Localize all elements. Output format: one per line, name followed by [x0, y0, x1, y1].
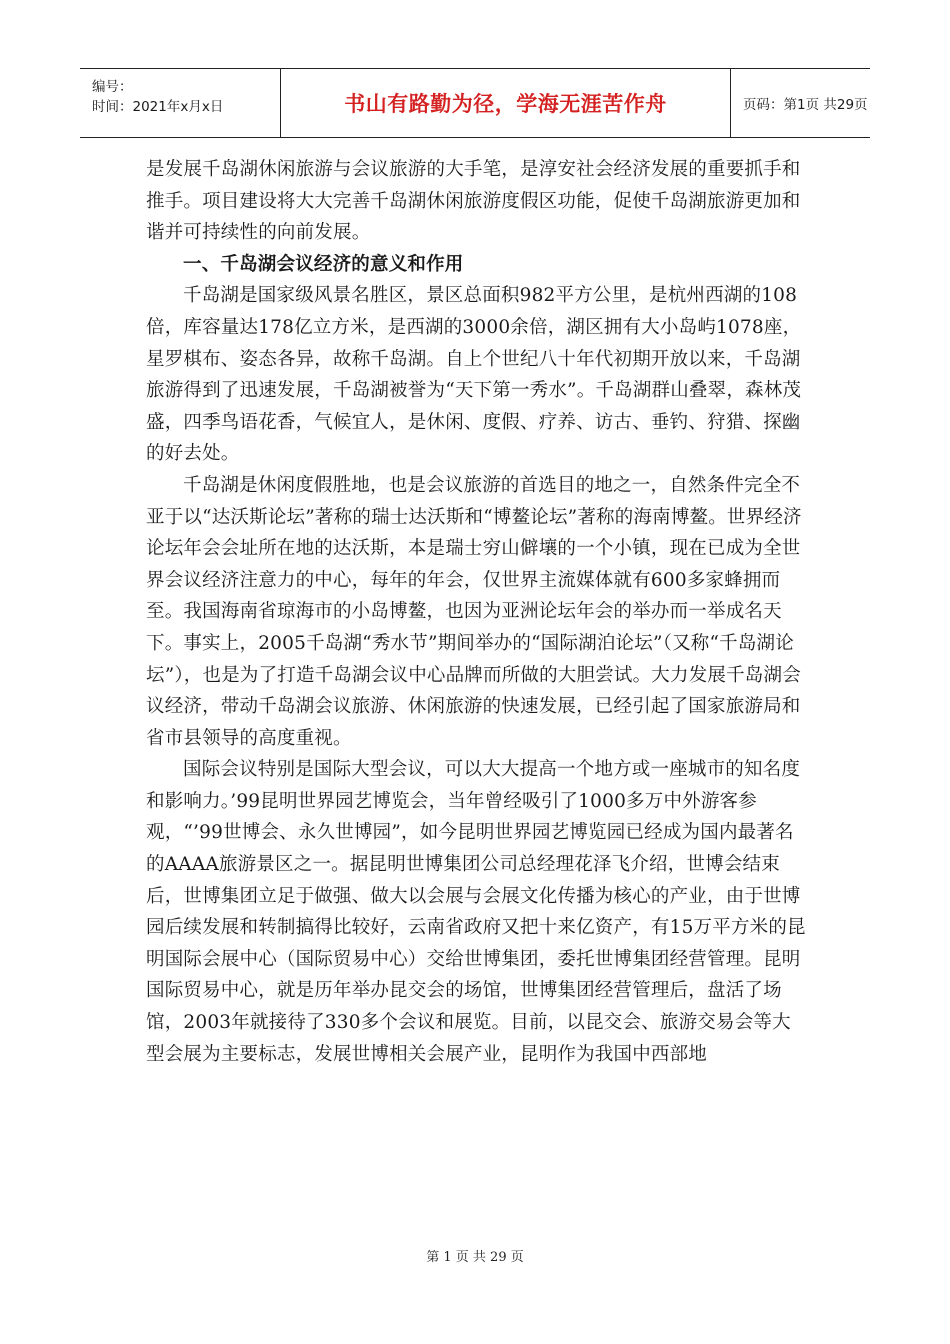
page-header	[80, 68, 870, 138]
page-footer: 第 1 页 共 29 页	[426, 1250, 524, 1265]
section-heading: 一、千岛湖会议经济的意义和作用	[183, 253, 464, 275]
document-number-label: 编号：	[92, 79, 133, 95]
paragraph-international-conferences: 国际会议特别是国际大型会议，可以大大提高一个地方或一座城市的知名度和影响力。’99昆明世界园艺博览会，当年曾经吸引了1000多万中外游客参观，“’99世博会、永久世博园”，如今昆明世界园艺博览园已经成为国内最著名的AAAA旅游景区之一。据昆明世博集团公司总经理花泽飞介绍，世博会结束后，世博集团立足于做强、做大以会展与会展文化传播为核心的产业，由于世博园后续发展和转制搞得比较好，云南省政府又把十来亿资产，有15万平方米的昆明国际会展中心（国际贸易中心）交给世博集团，委托世博集团经营管理。昆明国际贸易中心，就是历年举办昆交会的场馆，世博集团经营管理后，盘活了场馆，2003年就接待了330多个会议和展览。目前，以昆交会、旅游交易会等大型会展为主要标志，发展世博相关会展产业，昆明作为我国中西部地	[146, 759, 806, 1065]
paragraph-conference-destination: 千岛湖是休闲度假胜地，也是会议旅游的首选目的地之一，自然条件完全不亚于以“达沃斯论坛”著称的瑞士达沃斯和“博鳌论坛”著称的海南博鳌。世界经济论坛年会会址所在地的达沃斯，本是瑞士穷山僻壤的一个小镇，现在已成为全世界会议经济注意力的中心，每年的年会，仅世界主流媒体就有600多家蜂拥而至。我国海南省琼海市的小岛博鳌，也因为亚洲论坛年会的举办而一举成名天下。事实上，2005千岛湖“秀水节”期间举办的“国际湖泊论坛”（又称“千岛湖论坛”），也是为了打造千岛湖会议中心品牌而所做的大胆尝试。大力发展千岛湖会议经济，带动千岛湖会议旅游、休闲旅游的快速发展，已经引起了国家旅游局和省市县领导的高度重视。	[146, 474, 802, 749]
paragraph-qiandao-lake-intro: 千岛湖是国家级风景名胜区，景区总面积982平方公里，是杭州西湖的108倍，库容量达178亿立方米，是西湖的3000余倍，湖区拥有大小岛屿1078座，星罗棋布、姿态各异，故称千岛湖。自上个世纪八十年代初期开放以来，千岛湖旅游得到了迅速发展，千岛湖被誉为“天下第一秀水”。千岛湖群山叠翠，森林茂盛，四季鸟语花香，气候宜人，是休闲、度假、疗养、访古、垂钓、狩猎、探幽的好去处。	[146, 285, 802, 465]
document-body	[146, 154, 806, 1070]
header-meta	[80, 69, 280, 137]
document-date-label: 时间：2021年x月x日	[92, 99, 224, 115]
header-motto: 书山有路勤为径，学海无涯苦作舟	[280, 69, 731, 137]
header-page-number: 页码：第1页 共29页	[743, 97, 868, 113]
paragraph-continuation: 是发展千岛湖休闲旅游与会议旅游的大手笔，是淳安社会经济发展的重要抓手和推手。项目建设将大大完善千岛湖休闲旅游度假区功能，促使千岛湖旅游更加和谐并可持续性的向前发展。	[146, 159, 801, 244]
